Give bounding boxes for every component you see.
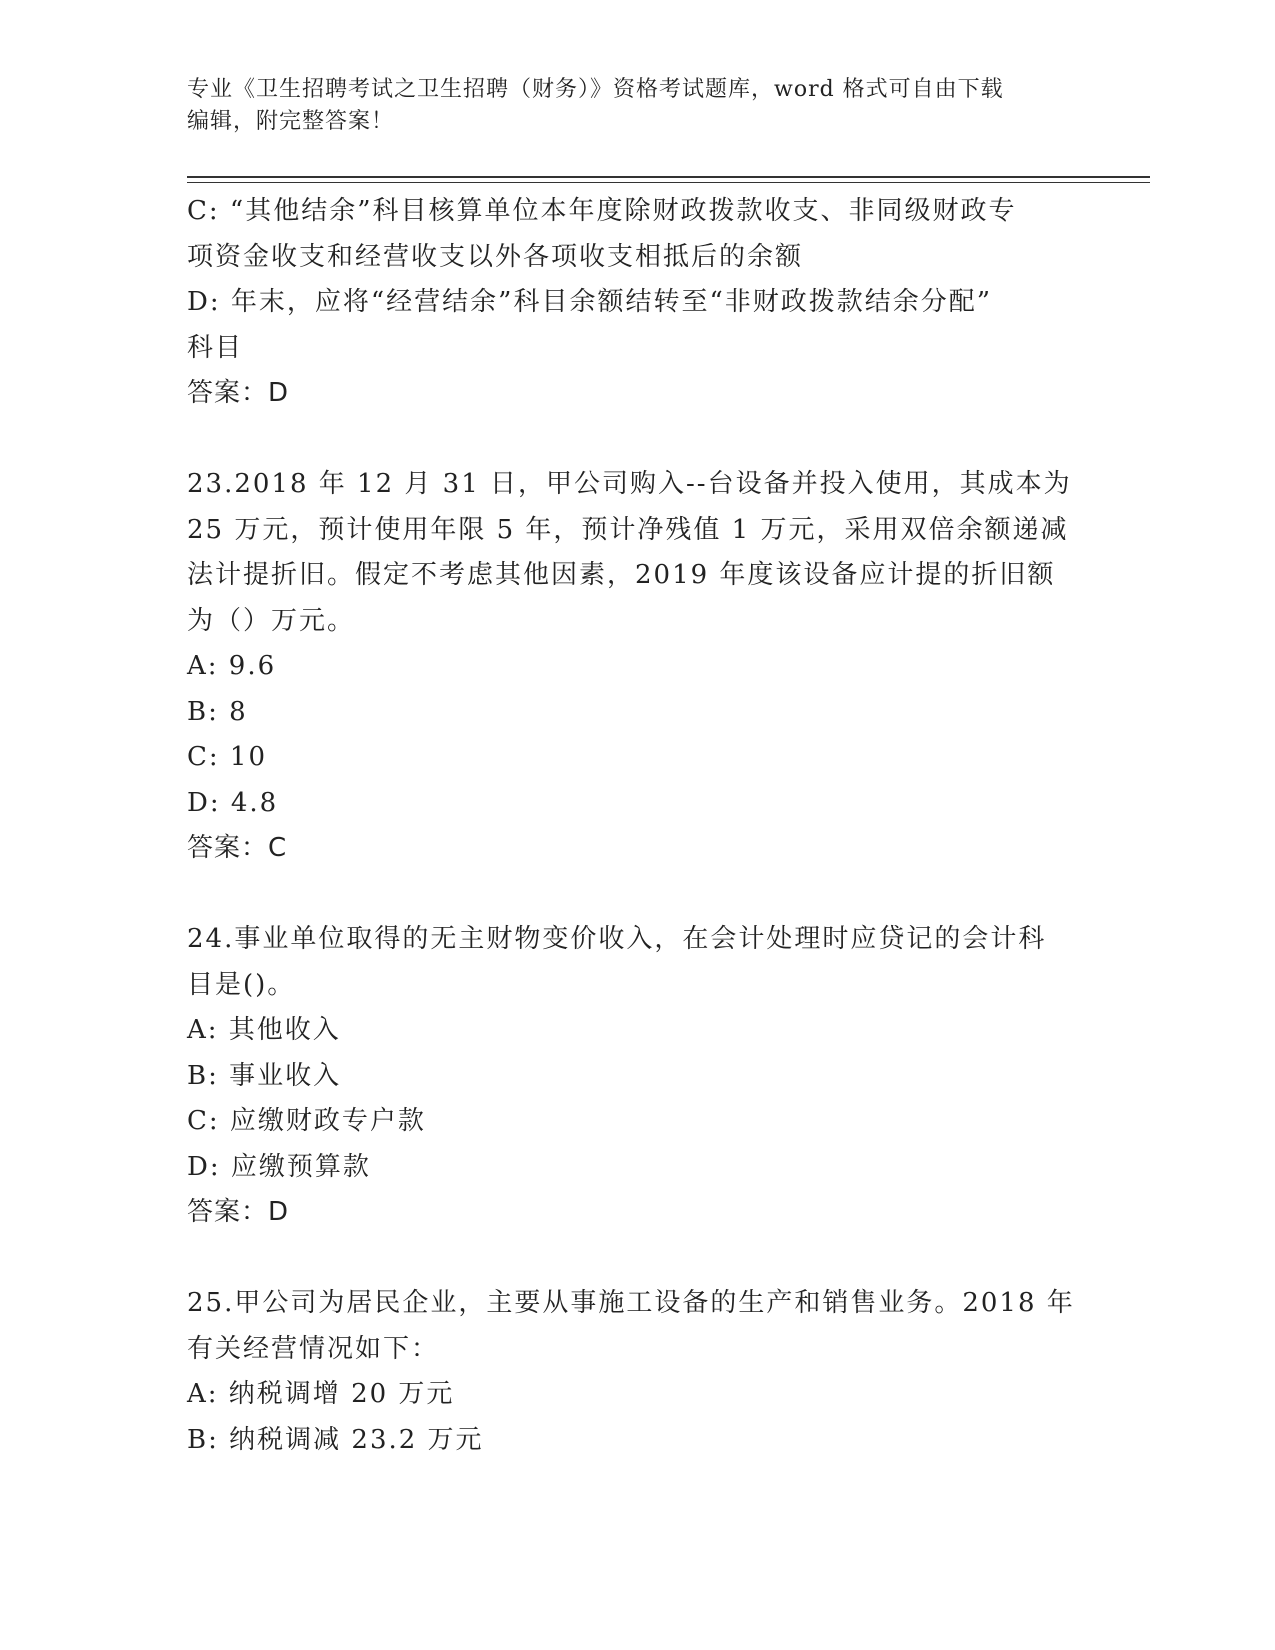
q23-stem-line1: 23.2018 年 12 月 31 日，甲公司购入--台设备并投入使用，其成本为	[187, 469, 1072, 499]
q23-stem-line3: 法计提折旧。假定不考虑其他因素，2019 年度该设备应计提的折旧额	[187, 560, 1056, 590]
q23-option-c: C: 10	[187, 742, 268, 772]
q23-option-d: D: 4.8	[187, 787, 279, 818]
q25-stem-line1: 25.甲公司为居民企业，主要从事施工设备的生产和销售业务。2018 年	[187, 1288, 1075, 1318]
q24-stem-line2: 目是()。	[187, 969, 296, 1000]
document-header: 专业《卫生招聘考试之卫生招聘（财务）》资格考试题库，word 格式可自由下载 编辑，附完整答案！	[187, 77, 1004, 134]
q24-answer: 答案：D	[187, 1197, 290, 1227]
question-content	[187, 189, 1087, 1463]
q24-option-b: B: 事业收入	[187, 1060, 342, 1091]
spacer	[187, 1236, 1087, 1282]
q22-option-d-line1: D: 年末，应将“经营结余”科目余额结转至“非财政拨款结余分配”	[187, 287, 993, 317]
q24-option-c: C: 应缴财政专户款	[187, 1106, 426, 1136]
q22-option-c-line1: C: “其他结余”科目核算单位本年度除财政拨款收支、非同级财政专	[187, 196, 1017, 226]
q23-option-a: A: 9.6	[187, 651, 277, 681]
q22-option-d-line2: 科目	[187, 332, 244, 363]
spacer	[187, 872, 1087, 918]
header-rule-thin	[187, 182, 1150, 183]
q23-option-b: B: 8	[187, 696, 248, 727]
q22-answer: 答案：D	[187, 378, 290, 408]
q24-option-d: D: 应缴预算款	[187, 1151, 371, 1182]
q25-stem-line2: 有关经营情况如下：	[187, 1333, 440, 1364]
q23-stem-line4: 为（）万元。	[187, 605, 356, 636]
q23-stem-line2: 25 万元，预计使用年限 5 年，预计净残值 1 万元，采用双倍余额递减	[187, 514, 1069, 545]
header-rule-thick	[187, 176, 1150, 178]
q25-option-b: B: 纳税调减 23.2 万元	[187, 1424, 484, 1455]
q24-option-a: A: 其他收入	[187, 1015, 341, 1045]
q25-option-a: A: 纳税调增 20 万元	[187, 1379, 455, 1409]
q22-option-c-line2: 项资金收支和经营收支以外各项收支相抵后的余额	[187, 241, 804, 272]
q23-answer: 答案：C	[187, 833, 288, 863]
spacer	[187, 417, 1087, 463]
q24-stem-line1: 24.事业单位取得的无主财物变价收入，在会计处理时应贷记的会计科	[187, 924, 1047, 954]
